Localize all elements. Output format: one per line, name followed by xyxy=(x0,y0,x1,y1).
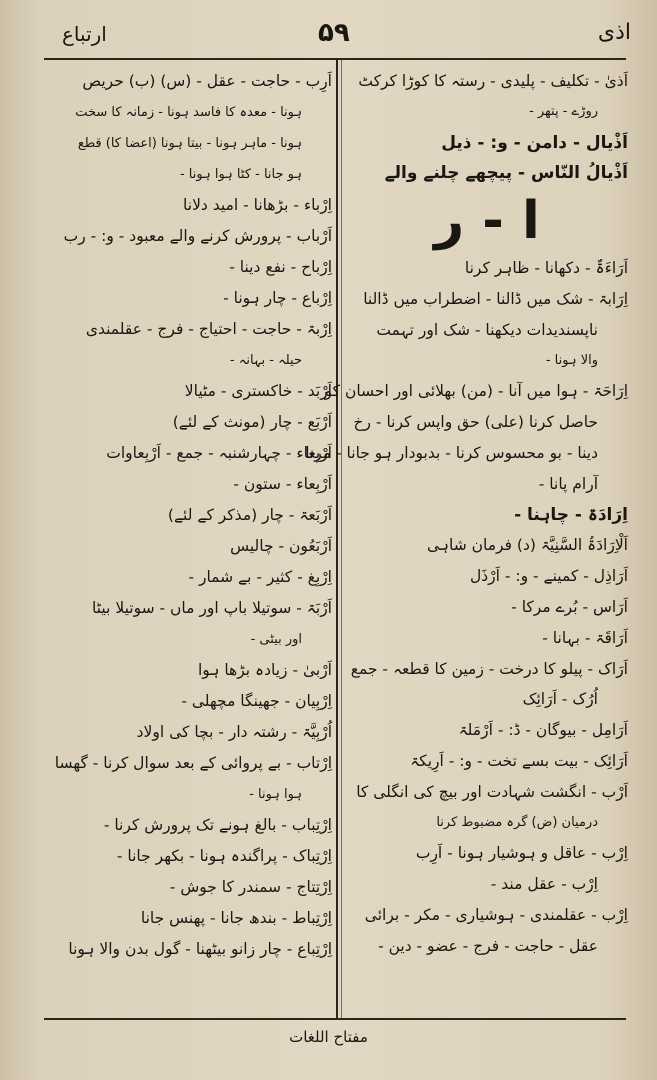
dictionary-entry: اِرْتِباب - بالغ ہونے تک پرورش کرنا - xyxy=(103,816,332,834)
entry-continuation: ہونا - ماہر ہونا - بیتا ہونا (اعضا کا) قطع xyxy=(77,136,302,151)
column-divider-inner xyxy=(341,60,342,1018)
dictionary-entry: اِرْتاب - بے پروائی کے بعد سوال کرنا - گھسا xyxy=(54,754,332,772)
entry-continuation: آرام پانا - xyxy=(538,474,598,493)
dictionary-entry: اَذْیال - دامن - و: - ذیل xyxy=(441,132,628,153)
dictionary-entry: اَرْبَد - خاکستری - مٹیالا xyxy=(184,382,332,400)
header-keyword-right: اذی xyxy=(597,20,631,45)
dictionary-entry: اِرْتِباع - چار زانو بیٹھنا - گول بدن والا ہونا xyxy=(68,940,332,958)
header-keyword-left: ارتباع xyxy=(62,22,107,46)
column-divider xyxy=(336,60,338,1018)
dictionary-entry: اِرْتِباط - بندھ جانا - پھنس جانا xyxy=(140,909,332,927)
entry-continuation: دینا - بو محسوس کرنا - بدبودار ہو جانا - مرنا xyxy=(305,443,598,462)
dictionary-entry: اِرْباح - نفع دینا - xyxy=(229,258,332,276)
dictionary-entry: اَرْبَعُون - چالیس xyxy=(230,537,332,555)
dictionary-entry: اَرَاس - بُرے مرکا - xyxy=(511,597,628,616)
dictionary-entry: اَرْباب - پرورش کرنے والے معبود - و: - رب xyxy=(63,227,332,245)
entry-continuation: حاصل کرنا (علی) حق واپس کرنا - رخ xyxy=(353,413,598,432)
right-column xyxy=(305,66,628,962)
dictionary-entry: اَذیٰ - تکلیف - پلیدی - رستہ کا کوڑا کرکٹ xyxy=(358,72,628,90)
entry-continuation: اُرُک - اَرَائِک xyxy=(522,690,598,709)
page-number: ۵۹ xyxy=(318,18,350,48)
dictionary-entry: اَرَامِل - بیوگان - ڈ: - اَرْمَلۃ xyxy=(458,721,628,740)
dictionary-entry: اَرَائِک - بیت بسے تخت - و: - اَرِیکۃ xyxy=(410,751,628,770)
dictionary-entry: اَرَاقَۃ - بہانا - xyxy=(542,628,628,647)
dictionary-entry: اِرَابۃ - شک میں ڈالنا - اضطراب میں ڈالنا xyxy=(363,289,628,308)
dictionary-entry: اَرْبَعۃ - چار (مذکر کے لئے) xyxy=(167,506,332,524)
left-column xyxy=(48,66,332,965)
dictionary-entry: اَرِب - حاجت - عقل - (س) (ب) حریص xyxy=(82,72,332,90)
entry-continuation: اور بیٹی - xyxy=(250,632,302,647)
entry-continuation: عقل - حاجت - فرج - عضو - دین - xyxy=(378,936,598,955)
entry-continuation: حیلہ - بہانہ - xyxy=(229,353,302,368)
dictionary-entry: اَرَاذِل - کمینے - و: - اَرْذَل xyxy=(469,567,628,586)
dictionary-entry: اِرْباء - بڑھانا - امید دلانا xyxy=(183,196,332,214)
dictionary-entry: اِرْبۃ - حاجت - احتیاج - فرج - عقلمندی xyxy=(85,320,332,338)
entry-continuation: ہونا - معدہ کا فاسد ہونا - زمانہ کا سخت xyxy=(75,105,302,120)
dictionary-entry: اِرْبِغ - کثیر - بے شمار - xyxy=(188,568,332,586)
dictionary-entry: اَرْبَع - چار (مونث کے لئے) xyxy=(172,413,332,431)
entry-continuation: ہو جانا - کٹا ہوا ہونا - xyxy=(179,167,302,182)
entry-continuation: روڑے - پتھر - xyxy=(529,103,598,119)
dictionary-entry: اَرَاک - پیلو کا درخت - زمین کا قطعہ - جمع xyxy=(350,659,628,678)
dictionary-entry: اَذْیالُ النّاس - پیچھے چلنے والے xyxy=(384,163,628,184)
entry-continuation: والا ہونا - xyxy=(545,352,598,368)
dictionary-entry: اِرْباع - چار ہونا - xyxy=(223,289,332,307)
dictionary-entry: اُرْبِیَّۃ - رشتہ دار - بچا کی اولاد xyxy=(136,723,332,741)
entry-continuation: اِرْب - عقل مند - xyxy=(490,875,598,894)
dictionary-entry: اَرْبَۃ - سوتیلا باپ اور ماں - سوتیلا بیٹا xyxy=(92,599,332,617)
top-rule xyxy=(44,58,626,60)
dictionary-entry: اَرْب - انگشت شہادت اور بیچ کی انگلی کا xyxy=(356,782,628,801)
bottom-rule xyxy=(44,1018,626,1020)
dictionary-entry: اِرْتِتاج - سمندر کا جوش - xyxy=(169,878,332,896)
page-header xyxy=(0,14,657,58)
dictionary-entry: اَرْبِعاء - چہارشنبہ - جمع - اَرْبِعاوات xyxy=(106,444,332,462)
section-heading: ا - ر xyxy=(434,191,540,252)
dictionary-entry: اِرْبِیان - جھینگا مچھلی - xyxy=(181,692,332,710)
entry-continuation: ہوا ہونا - xyxy=(249,787,302,802)
dictionary-entry: اِرْتِباک - پراگندہ ہونا - بکھر جانا - xyxy=(116,847,332,865)
dictionary-entry: اِرَاحَۃ - ہوا میں آنا - (من) بھلائی اور احسان کو xyxy=(324,382,628,401)
dictionary-entry: اِرَادَۃ - چاہنا - xyxy=(514,504,628,525)
dictionary-entry: اَرَاءَۃٌ - دکھانا - ظاہر کرنا xyxy=(464,259,628,278)
dictionary-entry: اِرْب - عقلمندی - ہوشیاری - مکر - برائی xyxy=(364,905,628,924)
entry-continuation: درمیان (ض) گرہ مضبوط کرنا xyxy=(436,814,598,830)
dictionary-entry: اَرْبِعاء - ستون - xyxy=(233,475,332,493)
entry-continuation: ناپسندیدات دیکھنا - شک اور تہمت xyxy=(376,320,598,339)
dictionary-entry: اَرْبیٰ - زیادہ بڑھا ہوا xyxy=(198,661,332,679)
page-footer: مفتاح اللغات xyxy=(289,1028,368,1046)
dictionary-entry: اَلْاِرَادَۃُ السَّنِیَّۃ (د) فرمان شاہی xyxy=(426,536,628,555)
dictionary-entry: اِرْب - عاقل و ہوشیار ہونا - اَرِب xyxy=(415,844,628,863)
